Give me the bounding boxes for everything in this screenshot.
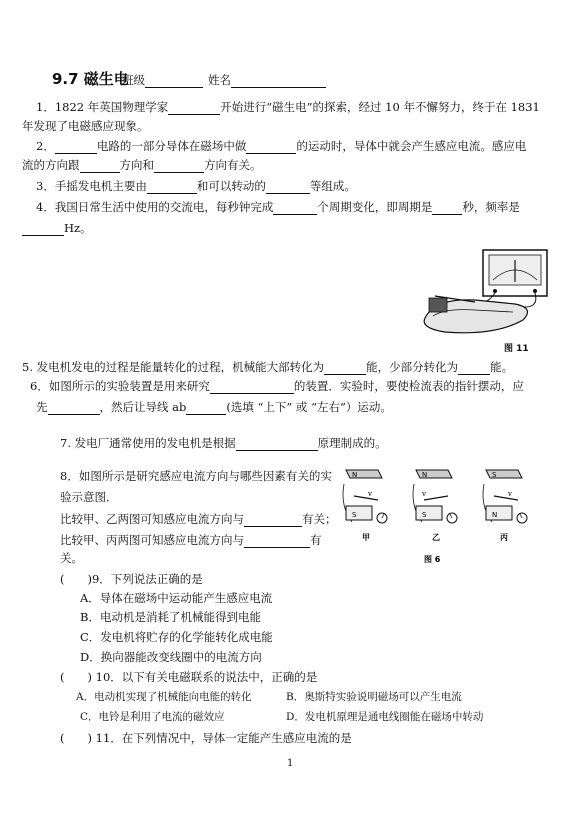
q4-text-c: 秒，频率是 (462, 200, 520, 214)
q9-option-a[interactable]: A．导体在磁场中运动能产生感应电流 (80, 591, 273, 605)
fig6-panel-yi (413, 470, 457, 542)
q2-text-f: 方向有关。 (204, 158, 262, 172)
q4-line1 (36, 199, 520, 215)
q3-blank2[interactable] (266, 181, 310, 194)
fig6-panel-bing (483, 470, 527, 542)
q8-line3 (60, 511, 337, 527)
page-number: 1 (287, 758, 294, 769)
class-field (122, 72, 203, 88)
fig6-yi-v: v (422, 490, 426, 498)
fig6-bing-s: S (492, 471, 497, 479)
q7-blank1[interactable] (236, 438, 318, 451)
q6-blank3[interactable] (186, 402, 226, 415)
q6-text-c: 先 (36, 400, 48, 414)
q2-text-e: 方向和 (119, 158, 154, 172)
q6-blank1[interactable] (210, 381, 294, 394)
fig6-bing-v: v (508, 490, 512, 498)
q8-text-c: 比较甲、乙两图可知感应电流方向与 (60, 512, 244, 526)
q6-line1 (30, 378, 524, 394)
q2-blank4[interactable] (154, 160, 204, 173)
q3-line (36, 178, 356, 194)
fig6-label-jia: 甲 (362, 533, 370, 542)
q8-line1: 8．如图所示是研究感应电流方向与哪些因素有关的实 (60, 469, 332, 483)
q2-blank1[interactable] (55, 141, 97, 154)
q6-blank2[interactable] (48, 402, 100, 415)
q6-line2 (36, 399, 392, 415)
q10-option-a[interactable]: A．电动机实现了机械能向电能的转化 (76, 691, 252, 703)
q1-text-a: 1．1822 年英国物理学家 (36, 100, 169, 114)
q10-option-b[interactable]: B．奥斯特实验说明磁场可以产生电流 (286, 691, 462, 703)
q4-text-a: 4．我国日常生活中使用的交流电，每秒钟完成 (36, 200, 274, 214)
q7-text-b: 原理制成的。 (317, 436, 387, 450)
fig11-caption: 图 11 (504, 344, 529, 354)
fig6-jia-n: N (352, 471, 358, 479)
fig6-jia-s: S (352, 511, 357, 519)
q8-text-f: 有 (310, 533, 322, 547)
q5-text-c: 能。 (490, 360, 514, 374)
q2-blank3[interactable] (80, 160, 120, 173)
q6-text-d: ，然后让导线 ab (99, 400, 187, 414)
fig6-yi-s: S (422, 511, 427, 519)
q2-text-a: 2． (36, 139, 55, 153)
q5-blank1[interactable] (324, 362, 366, 375)
class-blank[interactable] (145, 75, 203, 88)
q4-blank3[interactable] (22, 223, 64, 236)
fig6-caption: 图 6 (424, 555, 441, 564)
q8-text-d: 有关； (302, 512, 337, 526)
q9-option-b[interactable]: B．电动机是消耗了机械能得到电能 (80, 610, 261, 624)
q10-stem: ( ) 10．以下有关电磁联系的说法中，正确的是 (60, 670, 318, 684)
q5-text-b: 能，少部分转化为 (366, 360, 459, 374)
q8-text-e: 比较甲、丙两图可知感应电流方向与 (60, 533, 244, 547)
q4-line2 (22, 220, 92, 236)
q4-blank1[interactable] (273, 202, 317, 215)
q3-text-c: 等组成。 (309, 179, 356, 193)
q11-stem: ( ) 11．在下列情况中，导体一定能产生感应电流的是 (60, 731, 352, 745)
q9-option-d[interactable]: D．换向器能改变线圈中的电流方向 (80, 650, 262, 664)
lesson-title: 9.7 磁生电 (52, 70, 129, 88)
name-field (208, 72, 326, 88)
q2-text-c: 的运动时，导体中就会产生感应电流。感应电 (296, 139, 527, 153)
q10-option-c[interactable]: C．电铃是利用了电流的磁效应 (80, 711, 225, 723)
q2-line2 (22, 157, 262, 173)
name-label: 姓名 (208, 73, 231, 87)
q4-text-d: Hz。 (64, 221, 92, 235)
q5-line (22, 359, 513, 375)
q4-text-b: 个周期变化，即周期是 (317, 200, 433, 214)
fig6-panel-jia (343, 470, 387, 542)
q1-blank1[interactable] (168, 102, 220, 115)
conductor-ab (429, 298, 447, 312)
q7-text-a: 7. 发电厂通常使用的发电机是根据 (60, 436, 236, 450)
q3-text-b: 和可以转动的 (196, 179, 266, 193)
q1-text-b: 开始进行“磁生电”的探索，经过 10 年不懈努力，终于在 1831 (220, 100, 540, 114)
q3-text-a: 3．手摇发电机主要由 (36, 179, 147, 193)
q8-line4 (60, 532, 322, 548)
fig6-label-yi: 乙 (432, 533, 440, 542)
fig11-apparatus (415, 246, 555, 342)
q9-stem: ( )9．下列说法正确的是 (60, 572, 203, 586)
name-blank[interactable] (231, 75, 326, 88)
q9-option-c[interactable]: C．发电机将贮存的化学能转化成电能 (80, 630, 273, 644)
q2-line1 (36, 138, 526, 154)
q6-text-b: 的装置．实验时，要使检流表的指针摆动，应 (293, 379, 524, 393)
q6-text-e: (选填 “上下” 或 “左右”）运动。 (226, 400, 392, 414)
fig6-yi-n: N (422, 471, 428, 479)
q1-line1 (36, 99, 540, 115)
fig6-jia-v: v (368, 490, 372, 498)
q8-blank2[interactable] (244, 535, 310, 548)
class-label: 班级 (122, 73, 145, 87)
fig6-label-bing: 丙 (500, 533, 508, 542)
fig6-bing-n: N (492, 511, 498, 519)
q6-text-a: 6．如图所示的实验装置是用来研究 (30, 379, 210, 393)
q1-line2: 年发现了电磁感应现象。 (22, 119, 149, 133)
q10-option-d[interactable]: D．发电机原理是通电线圈能在磁场中转动 (286, 711, 484, 723)
q2-blank2[interactable] (246, 141, 296, 154)
q8-blank1[interactable] (244, 514, 302, 527)
fig6-diagram (338, 466, 538, 570)
q8-line5: 关。 (60, 551, 83, 565)
q5-blank2[interactable] (458, 362, 490, 375)
q7-line (60, 435, 387, 451)
q3-blank1[interactable] (147, 181, 197, 194)
q5-text-a: 5. 发电机发电的过程是能量转化的过程，机械能大部转化为 (22, 360, 325, 374)
q2-text-b: 电路的一部分导体在磁场中做 (96, 139, 247, 153)
q8-line2: 验示意图． (60, 490, 118, 504)
q2-text-d: 流的方向跟 (22, 158, 80, 172)
q4-blank2[interactable] (432, 202, 462, 215)
